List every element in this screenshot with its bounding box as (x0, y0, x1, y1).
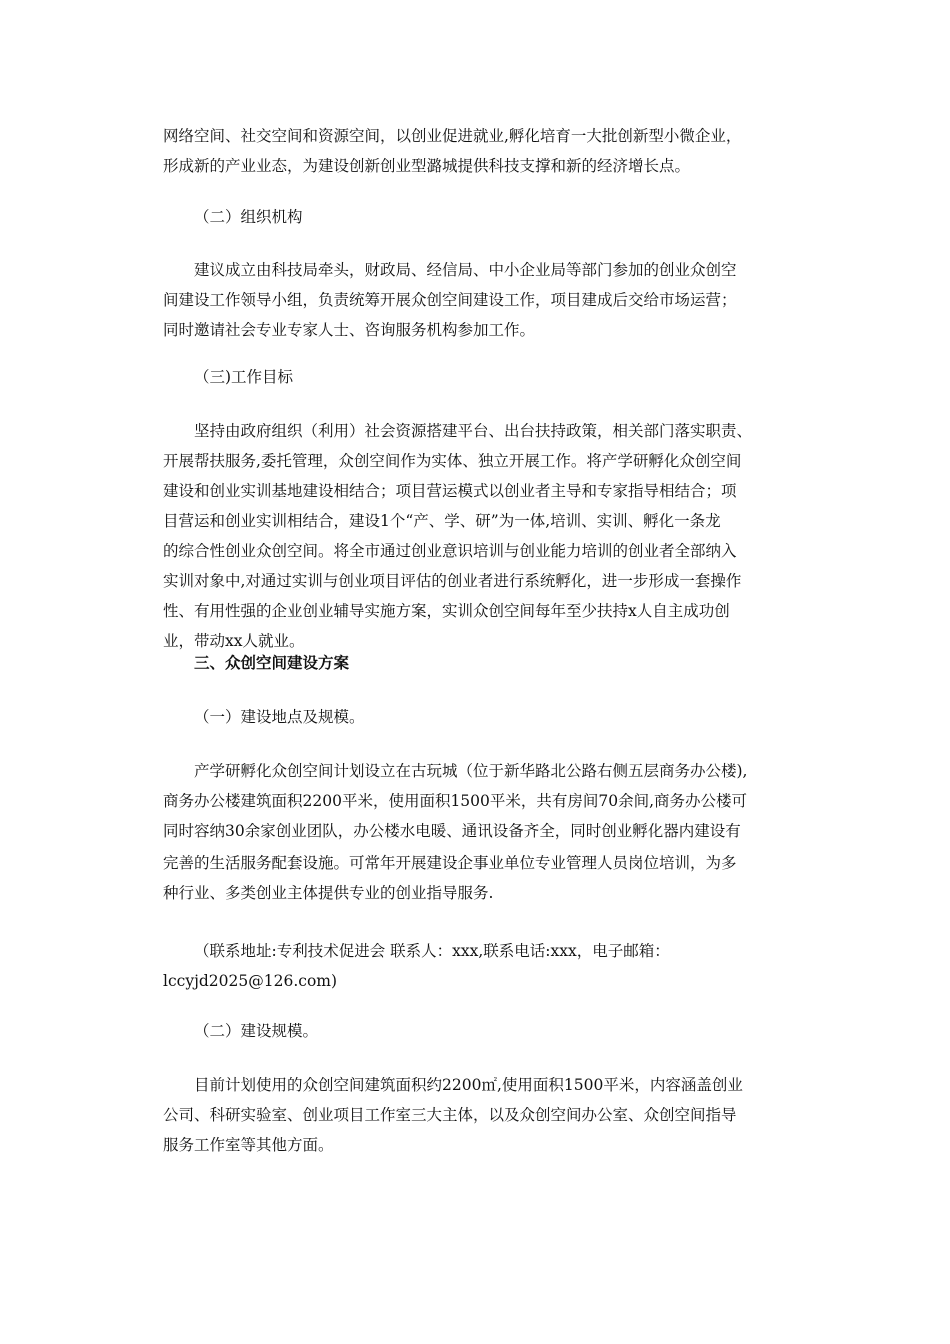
text-line: 产学研孵化众创空间计划设立在古玩城（位于新华路北公路右侧五层商务办公楼), (194, 762, 748, 780)
text-line: lccyjd2025@126.com) (163, 972, 338, 990)
paragraph-site-a (163, 756, 803, 846)
text-line: 业，带动xx人就业。 (163, 632, 305, 650)
paragraph-organization (163, 255, 803, 345)
heading-organization (163, 202, 803, 232)
text-line: （联系地址:专利技术促进会 联系人：xxx,联系电话:xxx，电子邮箱： (194, 942, 670, 960)
section-heading: （二）建设规模。 (194, 1022, 319, 1040)
section-heading: （一）建设地点及规模。 (194, 708, 365, 726)
section-heading: （二）组织机构 (194, 208, 303, 226)
text-line: 服务工作室等其他方面。 (163, 1136, 334, 1154)
text-line: 网络空间、社交空间和资源空间，以创业促进就业,孵化培育一大批创新型小微企业， (163, 127, 742, 145)
text-line: 目营运和创业实训相结合，建设1个“产、学、研”为一体,培训、实训、孵化一条龙 (163, 512, 721, 530)
text-line: 的综合性创业众创空间。将全市通过创业意识培训与创业能力培训的创业者全部纳入 (163, 542, 737, 560)
text-line: 间建设工作领导小组，负责统筹开展众创空间建设工作，项目建成后交给市场运营； (163, 291, 737, 309)
paragraph-work-goal (163, 416, 803, 656)
heading-work-goal (163, 362, 803, 392)
paragraph-contact (163, 936, 803, 996)
text-line: 同时邀请社会专业专家人士、咨询服务机构参加工作。 (163, 321, 536, 339)
text-line: 形成新的产业业态，为建设创新创业型潞城提供科技支撑和新的经济增长点。 (163, 157, 691, 175)
heading-scale (163, 1016, 803, 1046)
text-line: 公司、科研实验室、创业项目工作室三大主体，以及众创空间办公室、众创空间指导 (163, 1106, 737, 1124)
text-line: 建议成立由科技局牵头，财政局、经信局、中小企业局等部门参加的创业众创空 (194, 261, 737, 279)
text-line: 实训对象中,对通过实训与创业项目评估的创业者进行系统孵化，进一步形成一套操作 (163, 572, 742, 590)
paragraph-scale (163, 1070, 803, 1160)
text-line: 目前计划使用的众创空间建筑面积约2200㎡,使用面积1500平米，内容涵盖创业 (194, 1076, 743, 1094)
text-line: 种行业、多类创业主体提供专业的创业指导服务. (163, 884, 494, 902)
text-line: 建设和创业实训基地建设相结合；项目营运模式以创业者主导和专家指导相结合；项 (163, 482, 737, 500)
paragraph-intro (163, 121, 803, 181)
paragraph-site-b (163, 848, 803, 908)
heading-section-three (163, 648, 803, 678)
text-line: 性、有用性强的企业创业辅导实施方案，实训众创空间每年至少扶持x人自主成功创 (163, 602, 730, 620)
text-line: 开展帮扶服务,委托管理，众创空间作为实体、独立开展工作。将产学研孵化众创空间 (163, 452, 742, 470)
text-line: 完善的生活服务配套设施。可常年开展建设企事业单位专业管理人员岗位培训，为多 (163, 854, 737, 872)
text-line: 坚持由政府组织（利用）社会资源搭建平台、出台扶持政策，相关部门落实职责、 (194, 422, 753, 440)
heading-site (163, 702, 803, 732)
chapter-heading: 三、众创空间建设方案 (194, 653, 350, 672)
section-heading: （三)工作目标 (194, 368, 294, 386)
text-line: 同时容纳30余家创业团队，办公楼水电暖、通讯设备齐全，同时创业孵化器内建设有 (163, 822, 741, 840)
text-line: 商务办公楼建筑面积2200平米，使用面积1500平米，共有房间70余间,商务办公楼可 (163, 792, 748, 810)
